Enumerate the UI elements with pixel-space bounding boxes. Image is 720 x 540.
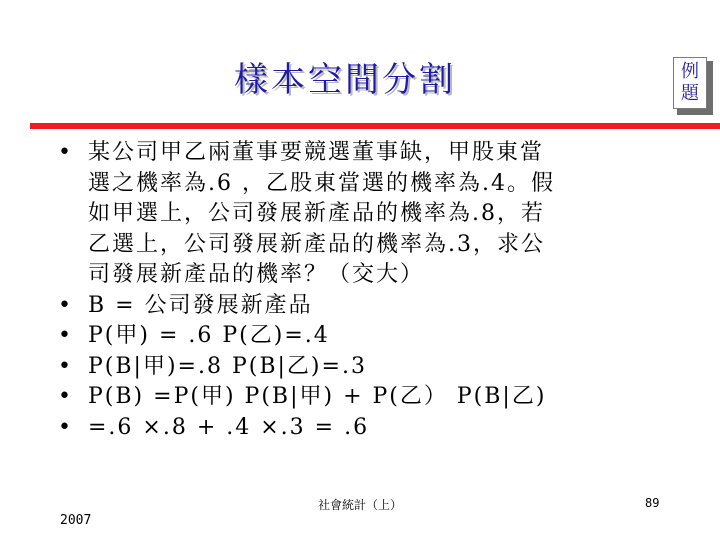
bullet-line: 乙選上，公司發展新產品的機率為.3，求公 [88, 231, 545, 257]
bullet-line: =.6 ×.8 + .4 ×.3 = .6 [88, 414, 370, 440]
bullet-line: 某公司甲乙兩董事要競選董事缺，甲股東當 [88, 140, 545, 165]
title-divider [30, 123, 720, 129]
slide-title: 樣本空間分割 [234, 60, 456, 100]
bullet-item [58, 413, 658, 444]
bullet-marker: • [58, 414, 71, 440]
bullet-item [58, 382, 658, 413]
bullet-line: P(B|甲)=.8 P(B|乙)=.3 [88, 353, 367, 379]
bullet-item [58, 291, 658, 322]
bullet-marker: • [58, 384, 71, 409]
example-badge [673, 57, 707, 109]
bullet-item [58, 352, 658, 383]
bullet-item [58, 138, 658, 291]
footer-course-title: 社會統計（上） [317, 498, 402, 512]
bullet-line: 司發展新產品的機率？（交大） [88, 262, 425, 287]
bullet-marker: • [58, 353, 71, 379]
footer-year: 2007 [60, 513, 92, 528]
bullet-marker: • [58, 323, 71, 348]
bullet-marker: • [58, 140, 71, 165]
bullet-line: 如甲選上，公司發展新產品的機率為.8，若 [88, 201, 545, 226]
bullet-line: P(甲) = .6 P(乙)=.4 [88, 323, 330, 348]
bullet-marker: • [58, 292, 71, 318]
example-badge-label: 例題 [681, 61, 699, 104]
bullet-item [58, 321, 658, 352]
bullet-list [58, 138, 658, 443]
page-number: 89 [645, 496, 660, 510]
bullet-line: P(B) =P(甲) P(B|甲) + P(乙） P(B|乙) [88, 384, 547, 409]
bullet-line: 選之機率為.6 ，乙股東當選的機率為.4。假 [88, 170, 555, 196]
bullet-line: B = 公司發展新產品 [88, 292, 313, 318]
